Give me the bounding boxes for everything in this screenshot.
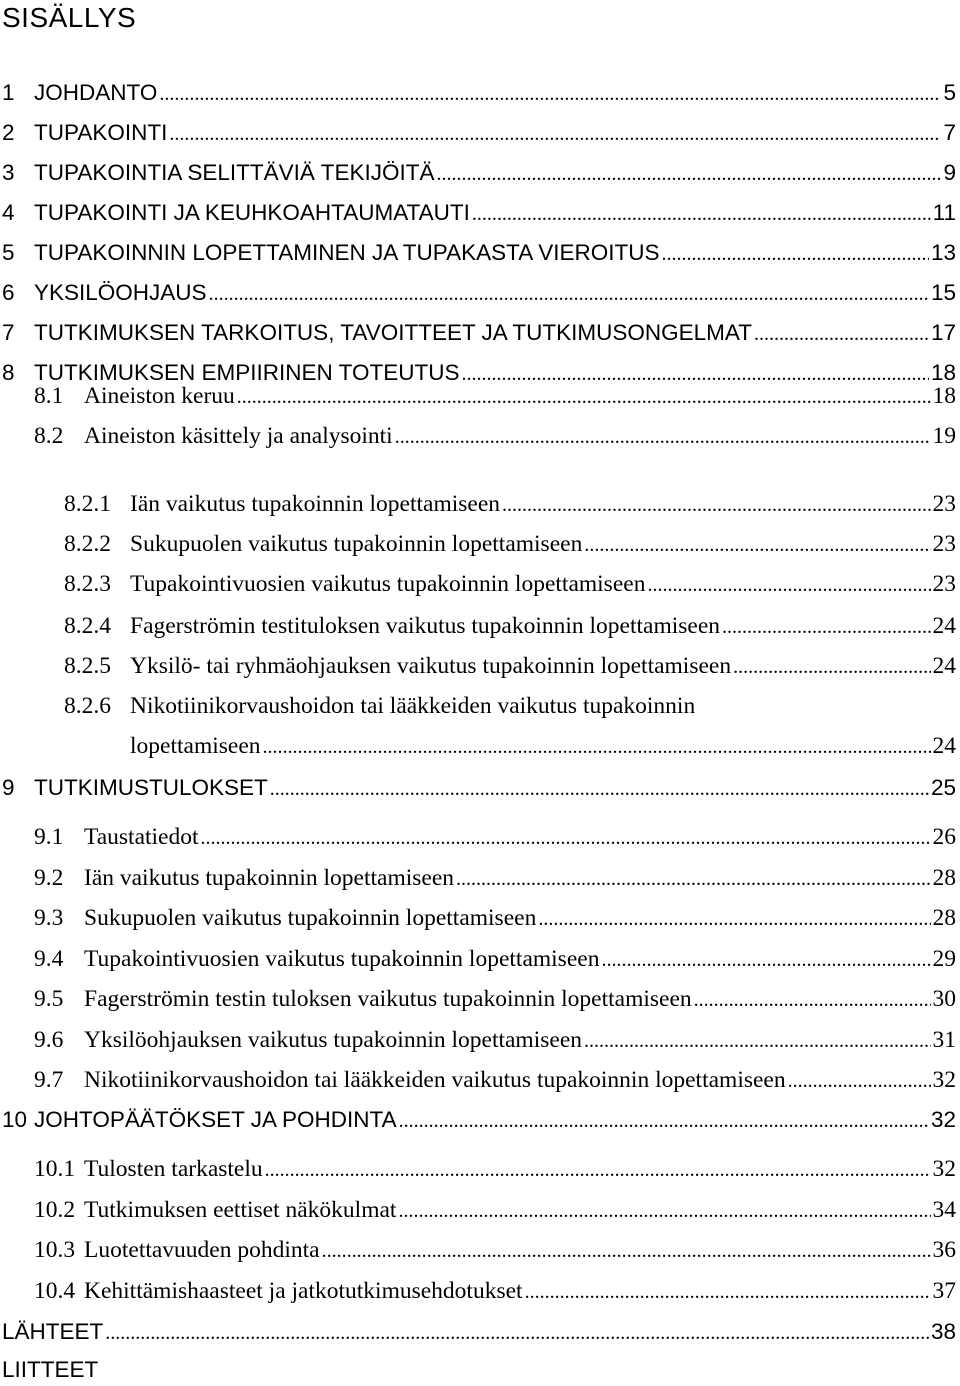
toc-entry[interactable] (34, 1153, 956, 1185)
toc-entry-number: 8.2.3 (64, 571, 111, 597)
toc-entry-number: 10 (2, 1107, 28, 1132)
toc-entry-number: 6 (2, 280, 15, 305)
toc-entry[interactable] (2, 277, 956, 309)
toc-entry[interactable] (34, 380, 956, 412)
toc-entry-title-continued: lopettamiseen (130, 733, 261, 759)
toc-entry-page: 28 (932, 865, 956, 891)
toc-entry[interactable] (130, 730, 956, 762)
toc-entry-number: 8.2.4 (64, 613, 111, 639)
toc-entry-title: Iän vaikutus tupakoinnin lopettamiseen (130, 491, 501, 517)
toc-entry[interactable] (2, 237, 956, 269)
toc-entry[interactable] (2, 1354, 98, 1386)
toc-entry-number: 8.1 (34, 383, 64, 409)
toc-entry[interactable] (34, 862, 956, 894)
toc-entry[interactable] (64, 650, 956, 682)
toc-leader-dots (456, 863, 930, 895)
toc-entry-title: TUTKIMUKSEN EMPIIRINEN TOTEUTUS (34, 360, 460, 385)
toc-entry[interactable] (2, 317, 956, 349)
toc-entry-title: Yksilö- tai ryhmäohjauksen vaikutus tupakoinnin lopettamiseen (130, 653, 732, 679)
toc-leader-dots (694, 984, 931, 1016)
toc-leader-dots (322, 1235, 931, 1267)
toc-entry-number: 9.6 (34, 1027, 64, 1053)
toc-entry-number: 8.2 (34, 423, 64, 449)
toc-entry-number: 8.2.2 (64, 531, 111, 557)
toc-entry-page: 18 (930, 360, 956, 385)
toc-leader-dots (159, 78, 941, 110)
toc-entry[interactable] (34, 902, 956, 934)
toc-leader-dots (270, 773, 929, 805)
toc-entry-page: 25 (930, 775, 956, 800)
toc-leader-dots (584, 1025, 931, 1057)
toc-entry-page: 19 (932, 423, 956, 449)
toc-entry-title: Fagerströmin testituloksen vaikutus tupakoinnin lopettamiseen (130, 613, 721, 639)
toc-entry-title: Taustatiedot (84, 824, 199, 850)
toc-entry-page: 29 (932, 946, 956, 972)
toc-entry[interactable] (64, 610, 956, 642)
toc-leader-dots (538, 903, 930, 935)
toc-entry-title: Tupakointivuosien vaikutus tupakoinnin lopettamiseen (84, 946, 600, 972)
toc-entry-number: 3 (2, 160, 15, 185)
toc-entry-page: 9 (943, 160, 956, 185)
toc-entry-title: Fagerströmin testin tuloksen vaikutus tupakoinnin lopettamiseen (84, 986, 692, 1012)
toc-entry-page: 23 (932, 531, 956, 557)
toc-entry[interactable] (34, 1275, 956, 1307)
toc-entry-page: 15 (930, 280, 956, 305)
toc-entry[interactable] (34, 1024, 956, 1056)
toc-entry-title: Aineiston käsittely ja analysointi (84, 423, 393, 449)
toc-entry-first-line[interactable] (64, 690, 695, 722)
toc-leader-dots (472, 198, 931, 230)
toc-leader-dots (788, 1065, 931, 1097)
toc-entry-page: 5 (943, 80, 956, 105)
toc-entry-number: 10.4 (34, 1278, 76, 1304)
toc-entry-number: 9.2 (34, 865, 64, 891)
toc-entry-page: 36 (932, 1237, 956, 1263)
toc-entry-title: Sukupuolen vaikutus tupakoinnin lopettamiseen (84, 905, 537, 931)
toc-entry-title: JOHTOPÄÄTÖKSET JA POHDINTA (34, 1107, 397, 1132)
toc-leader-dots (398, 1195, 930, 1227)
toc-entry-page: 38 (930, 1319, 956, 1344)
toc-entry-title: Tupakointivuosien vaikutus tupakoinnin lopettamiseen (130, 571, 646, 597)
toc-entry-title: TUTKIMUKSEN TARKOITUS, TAVOITTEET JA TUTKIMUSONGELMAT (34, 320, 753, 345)
toc-entry-number: 9.7 (34, 1067, 64, 1093)
toc-entry-number: 7 (2, 320, 15, 345)
toc-entry-number: 8 (2, 360, 15, 385)
toc-entry-title: Sukupuolen vaikutus tupakoinnin lopettamiseen (130, 531, 583, 557)
toc-entry-page: 32 (932, 1156, 956, 1182)
toc-entry-page: 24 (932, 653, 956, 679)
toc-entry-page: 32 (930, 1107, 956, 1132)
toc-entry[interactable] (34, 983, 956, 1015)
toc-entry-page: 34 (932, 1197, 956, 1223)
toc-entry-page: 26 (932, 824, 956, 850)
toc-entry[interactable] (2, 157, 956, 189)
toc-entry-number: 1 (2, 80, 15, 105)
toc-entry-title: TUPAKOINTI JA KEUHKOAHTAUMATAUTI (34, 200, 470, 225)
toc-entry-title: Aineiston keruu (84, 383, 235, 409)
toc-entry-page: 7 (943, 120, 956, 145)
toc-entry-number: 10.3 (34, 1237, 76, 1263)
toc-entry-page: 30 (932, 986, 956, 1012)
toc-entry-title: Yksilöohjauksen vaikutus tupakoinnin lopettamiseen (84, 1027, 582, 1053)
toc-entry-title: Tulosten tarkastelu (84, 1156, 263, 1182)
toc-entry[interactable] (2, 1104, 956, 1136)
toc-entry-page: 11 (932, 200, 956, 225)
toc-leader-dots (237, 381, 931, 413)
toc-entry-title: LIITTEET (2, 1357, 99, 1382)
toc-leader-dots (525, 1276, 931, 1308)
toc-leader-dots (502, 489, 930, 521)
toc-entry-title: Iän vaikutus tupakoinnin lopettamiseen (84, 865, 455, 891)
toc-entry-number: 9 (2, 775, 15, 800)
toc-entry-title: TUPAKOINNIN LOPETTAMINEN JA TUPAKASTA VIEROITUS (34, 240, 660, 265)
toc-leader-dots (105, 1317, 929, 1349)
toc-entry-page: 24 (932, 733, 956, 759)
toc-entry[interactable] (34, 1194, 956, 1226)
toc-leader-dots (733, 651, 930, 683)
toc-entry-page: 32 (932, 1067, 956, 1093)
toc-entry-title: Nikotiinikorvaushoidon tai lääkkeiden vaikutus tupakoinnin (130, 693, 696, 719)
toc-entry-title: Tutkimuksen eettiset näkökulmat (84, 1197, 397, 1223)
toc-entry-title: Kehittämishaasteet ja jatkotutkimusehdotukset (84, 1278, 523, 1304)
toc-entry-page: 31 (932, 1027, 956, 1053)
toc-leader-dots (662, 238, 929, 270)
toc-entry[interactable] (64, 488, 956, 520)
toc-entry-page: 18 (932, 383, 956, 409)
toc-leader-dots (399, 1105, 929, 1137)
toc-leader-dots (395, 421, 931, 453)
toc-leader-dots (754, 318, 929, 350)
toc-entry[interactable] (34, 1064, 956, 1096)
toc-entry-number: 9.5 (34, 986, 64, 1012)
toc-entry[interactable] (64, 528, 956, 560)
toc-entry-title: TUPAKOINTI (34, 120, 168, 145)
toc-entry-page: 37 (932, 1278, 956, 1304)
toc-entry-number: 4 (2, 200, 15, 225)
toc-entry[interactable] (2, 117, 956, 149)
toc-entry-number: 10.2 (34, 1197, 76, 1223)
toc-leader-dots (722, 611, 930, 643)
toc-entry-number: 8.2.6 (64, 693, 111, 719)
toc-entry[interactable] (34, 821, 956, 853)
toc-leader-dots (601, 944, 930, 976)
toc-leader-dots (437, 158, 942, 190)
toc-entry-page: 28 (932, 905, 956, 931)
toc-leader-dots (209, 278, 929, 310)
toc-entry[interactable] (2, 1316, 956, 1348)
toc-entry-page: 17 (930, 320, 956, 345)
toc-entry-number: 5 (2, 240, 15, 265)
toc-entry[interactable] (2, 772, 956, 804)
toc-leader-dots (201, 822, 931, 854)
toc-entry-title: JOHDANTO (34, 80, 158, 105)
toc-entry-number: 9.1 (34, 824, 64, 850)
toc-entry-number: 2 (2, 120, 15, 145)
toc-leader-dots (584, 529, 930, 561)
toc-entry-title: TUTKIMUSTULOKSET (34, 775, 268, 800)
toc-entry-number: 8.2.5 (64, 653, 111, 679)
toc-entry[interactable] (2, 77, 956, 109)
toc-entry-title: LÄHTEET (2, 1319, 104, 1344)
toc-entry[interactable] (34, 1234, 956, 1266)
toc-entry-page: 23 (932, 571, 956, 597)
page-title: SISÄLLYS (2, 2, 137, 33)
toc-entry[interactable] (34, 420, 956, 452)
toc-entry-number: 10.1 (34, 1156, 76, 1182)
toc-entry[interactable] (2, 197, 956, 229)
toc-entry-title: YKSILÖOHJAUS (34, 280, 207, 305)
toc-entry-page: 24 (932, 613, 956, 639)
toc-leader-dots (263, 731, 931, 763)
toc-leader-dots (647, 569, 930, 601)
toc-entry[interactable] (34, 943, 956, 975)
toc-entry-page: 23 (932, 491, 956, 517)
toc-leader-dots (169, 118, 941, 150)
toc-entry-number: 9.4 (34, 946, 64, 972)
toc-leader-dots (265, 1154, 931, 1186)
toc-entry-title: Nikotiinikorvaushoidon tai lääkkeiden vaikutus tupakoinnin lopettamiseen (84, 1067, 786, 1093)
toc-entry-number: 8.2.1 (64, 491, 111, 517)
toc-entry-title: Luotettavuuden pohdinta (84, 1237, 320, 1263)
toc-entry[interactable] (64, 568, 956, 600)
toc-entry-page: 13 (930, 240, 956, 265)
toc-entry-number: 9.3 (34, 905, 64, 931)
toc-entry-title: TUPAKOINTIA SELITTÄVIÄ TEKIJÖITÄ (34, 160, 435, 185)
